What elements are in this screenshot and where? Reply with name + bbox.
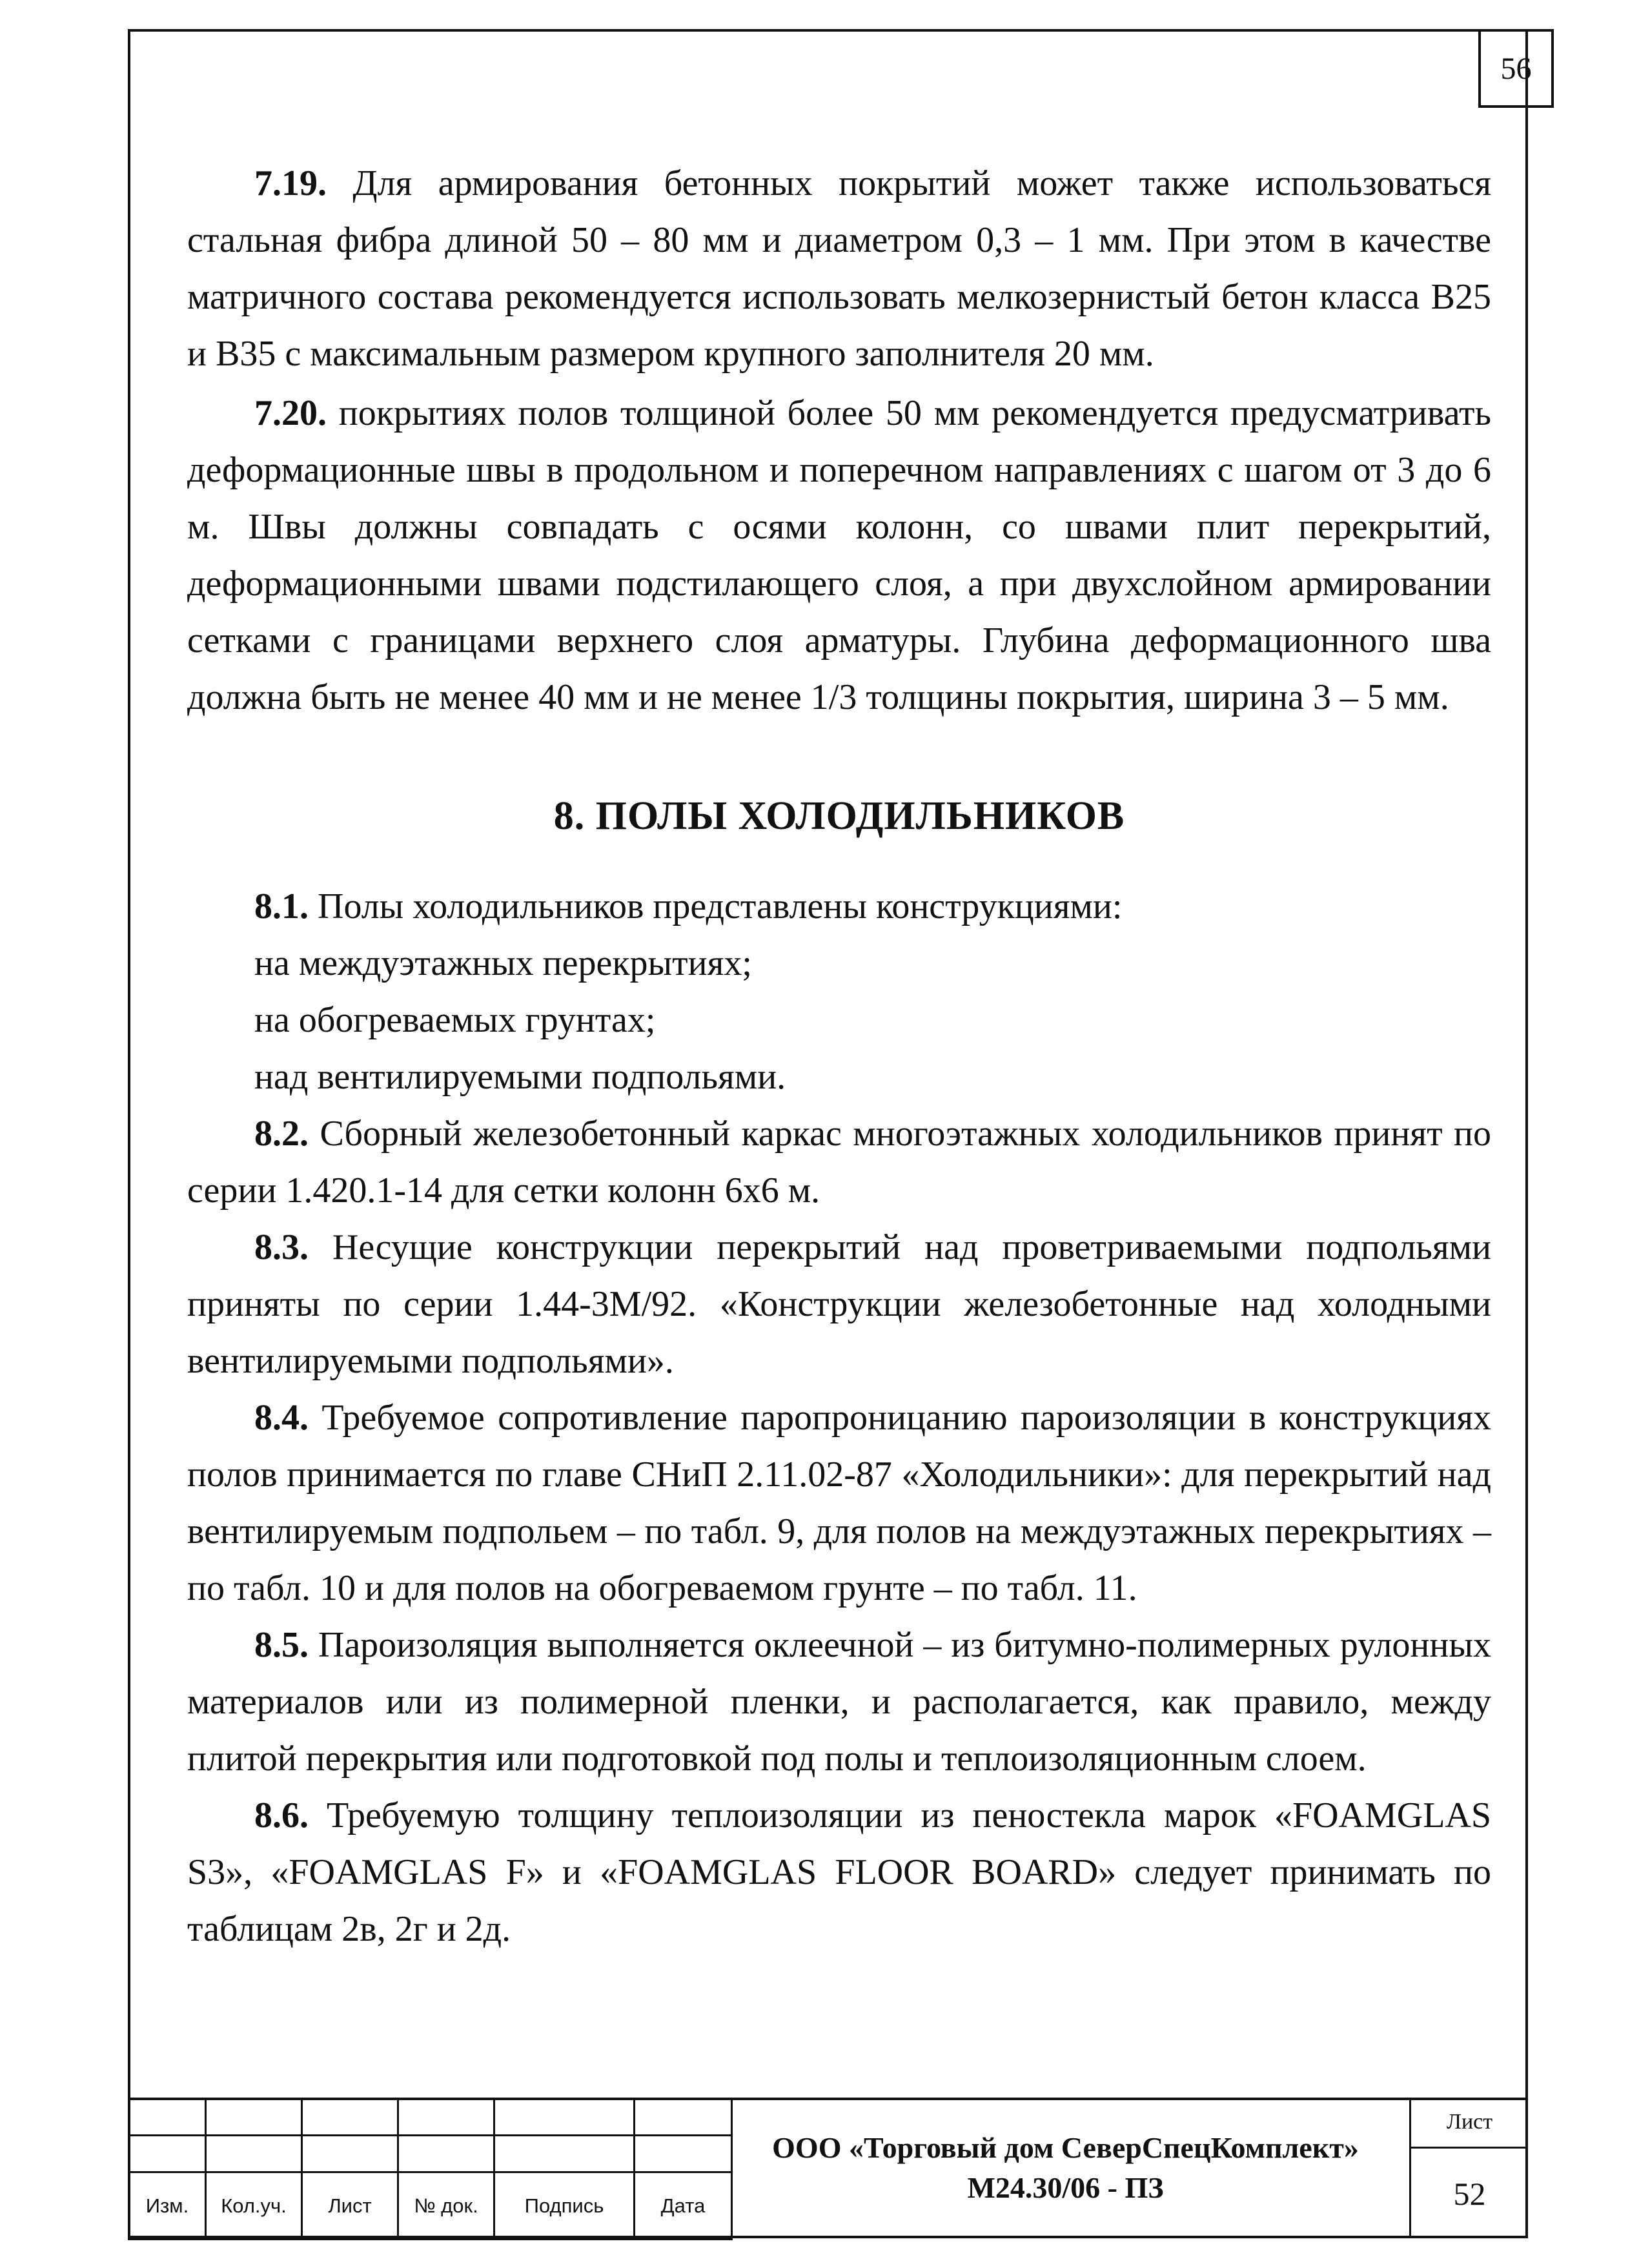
page-number: 56	[1500, 51, 1532, 86]
clause-text: покрытиях полов толщиной более 50 мм рекомендуется предусматривать деформационные швы в продольном и поперечном направлениях с шагом от 3 до 6 м. Швы должны совпадать с осями колонн, со швами плит перекрытий, деформационными швами подстилающего слоя, а при двухслойном армировании сетками с границами верхнего слоя арматуры. Глубина деформационного шва должна быть не менее 40 мм и не менее 1/3 толщины покрытия, ширина 3 – 5 мм.	[187, 393, 1491, 717]
clause-text: Сборный железобетонный каркас многоэтажных холодильников принят по серии 1.420.1-14 для сетки колонн 6х6 м.	[187, 1114, 1491, 1211]
col-label-list: Лист	[302, 2172, 398, 2240]
revision-table	[128, 2098, 733, 2240]
clause-number: 8.6.	[254, 1795, 309, 1835]
list-item: на обогреваемых грунтах;	[254, 1000, 656, 1040]
clause-text: Полы холодильников представлены конструкциями:	[309, 886, 1123, 926]
title-block	[128, 2098, 1528, 2238]
company-name: ООО «Торговый дом СеверСпецКомплект»	[772, 2131, 1359, 2164]
sheet-cell	[1409, 2098, 1528, 2238]
list-item: на междуэтажных перекрытиях;	[254, 943, 752, 983]
section-heading: 8. ПОЛЫ ХОЛОДИЛЬНИКОВ	[553, 794, 1125, 838]
col-label-signature: Подпись	[494, 2172, 635, 2240]
clause-number: 8.1.	[254, 886, 309, 926]
clause-number: 8.5.	[254, 1625, 309, 1665]
document-body	[187, 155, 1491, 1957]
list-item: над вентилируемыми подпольями.	[254, 1057, 786, 1097]
paragraph-8-6	[187, 1787, 1491, 1957]
clause-number: 7.19.	[254, 163, 327, 203]
sheet-label: Лист	[1411, 2098, 1528, 2149]
clause-number: 8.3.	[254, 1227, 309, 1267]
sheet-number: 52	[1453, 2175, 1486, 2212]
col-label-date: Дата	[635, 2172, 732, 2240]
paragraph-8-1	[187, 878, 1491, 935]
clause-number: 8.2.	[254, 1114, 309, 1154]
clause-text: Несущие конструкции перекрытий над проветриваемыми подпольями приняты по серии 1.44-3М/92. «Конструкции железобетонные над холодными вентилируемыми подпольями».	[187, 1227, 1491, 1381]
clause-text: Для армирования бетонных покрытий может также использоваться стальная фибра длиной 50 – 80 мм и диаметром 0,3 – 1 мм. При этом в качестве матричного состава рекомендуется использовать мелкозернистый бетон класса В25 и В35 с максимальным размером крупного заполнителя 20 мм.	[187, 163, 1491, 374]
col-label-izm: Изм.	[129, 2172, 206, 2240]
paragraph-8-3	[187, 1219, 1491, 1389]
title-block-center	[722, 2098, 1409, 2238]
clause-text: Требуемое сопротивление паропроницанию пароизоляции в конструкциях полов принимается по главе СНиП 2.11.02-87 «Холодильники»: для перекрытий над вентилируемым подпольем – по табл. 9, для полов на междуэтажных перекрытиях – по табл. 10 и для полов на обогреваемом грунте – по табл. 11.	[187, 1398, 1491, 1608]
col-label-kol-uch: Кол.уч.	[206, 2172, 302, 2240]
clause-number: 8.4.	[254, 1398, 309, 1438]
clause-text: Пароизоляция выполняется оклеечной – из битумно-полимерных рулонных материалов или из полимерной пленки, и располагается, как правило, между плитой перекрытия или подготовкой под полы и теплоизоляционным слоем.	[187, 1625, 1491, 1779]
clause-number: 7.20.	[254, 393, 327, 433]
clause-text: Требуемую толщину теплоизоляции из пеностекла марок «FOAMGLAS S3», «FOAMGLAS F» и «FOAMGLAS FLOOR BOARD» следует принимать по таблицам 2в, 2г и 2д.	[187, 1795, 1491, 1949]
paragraph-8-2	[187, 1105, 1491, 1219]
paragraph-7-19	[187, 155, 1491, 382]
document-code: М24.30/06 - ПЗ	[967, 2171, 1164, 2204]
col-label-doc-no: № док.	[398, 2172, 494, 2240]
page-number-box	[1478, 29, 1554, 108]
paragraph-8-4	[187, 1389, 1491, 1617]
paragraph-7-20	[187, 385, 1491, 726]
paragraph-8-5	[187, 1617, 1491, 1787]
